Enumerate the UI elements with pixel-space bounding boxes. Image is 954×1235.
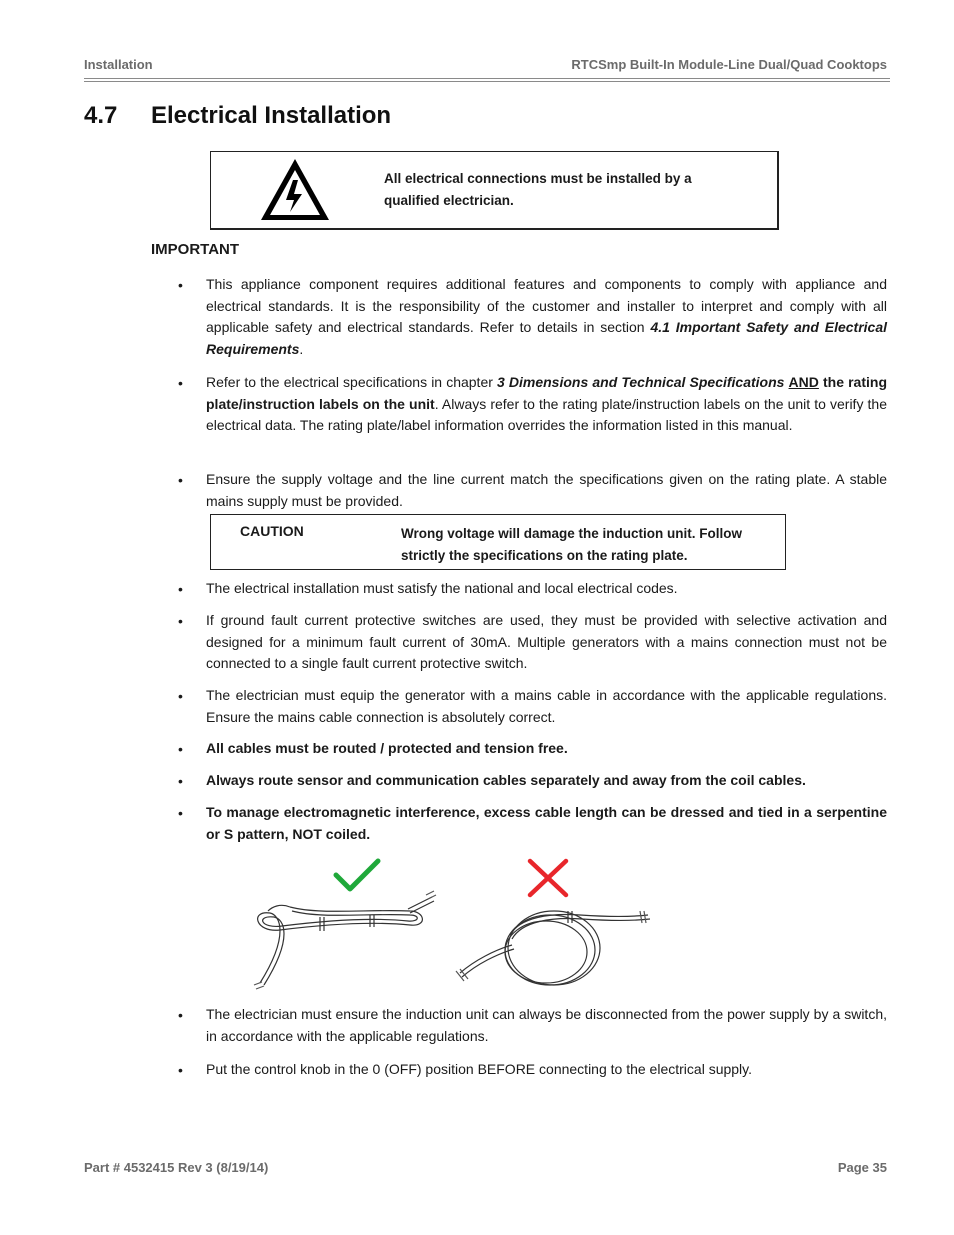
header-document-title: RTCSmp Built-In Module-Line Dual/Quad Cooktops [571, 57, 887, 72]
section-title: Electrical Installation [151, 102, 392, 129]
chapter-reference: 3 Dimensions and Technical Specifications [497, 374, 785, 390]
list-item-ground-fault: If ground fault current protective switches are used, they must be provided with selective activation and designed for a minimum fault current of 30mA. Multiple generators with a mains connection must not be connected to a single fault current protective switch. [206, 612, 887, 672]
green-check-icon [336, 861, 378, 889]
item-text: This appliance component requires additional features and components to comply with appliance and electrical standards. It is the responsibility of the customer and installer to interpret and comply with all applicable safety and electrical standards. Refer to details in section [206, 276, 887, 336]
caution-text: Wrong voltage will damage the induction unit. Follow strictly the specifications on the rating plate. [401, 526, 743, 563]
caution-label: CAUTION [240, 523, 304, 539]
coiled-cable-drawing [456, 911, 650, 985]
bullet-marker: • [178, 472, 183, 488]
warning-box [210, 151, 779, 230]
important-heading: IMPORTANT [151, 241, 240, 258]
serpentine-cable-drawing [254, 891, 436, 989]
header-rule-secondary [84, 81, 890, 82]
list-item-cable-routing: All cables must be routed / protected and tension free. [206, 740, 568, 756]
header-section: Installation [84, 57, 153, 72]
list-item-mains-cable: The electrician must equip the generator with a mains cable in accordance with the applicable regulations. Ensure the mains cable connection is absolutely correct. [206, 687, 887, 725]
footer-part-number: Part # 4532415 Rev 3 (8/19/14) [84, 1160, 269, 1175]
bullet-marker: • [178, 581, 183, 597]
list-item-emi: To manage electromagnetic interference, excess cable length can be dressed and tied in a serpentine or S pattern, NOT coiled. [206, 804, 887, 842]
list-item-codes: The electrical installation must satisfy the national and local electrical codes. [206, 580, 678, 596]
and-emphasis: AND [788, 374, 819, 390]
header-rule [84, 78, 890, 79]
cable-dressing-figure [250, 855, 660, 995]
bullet-marker: • [178, 773, 183, 789]
list-item-standards [206, 274, 887, 361]
page-title [84, 102, 391, 130]
section-reference: 4.1 Important Safety and Electrical Requirements [206, 319, 887, 358]
footer-page-number: Page 35 [837, 1160, 887, 1175]
rating-plate-emphasis: the rating plate/instruction labels on the unit [206, 374, 887, 412]
section-number: 4.7 [84, 102, 118, 129]
caution-box [210, 514, 786, 570]
red-x-icon [530, 861, 566, 895]
item-text-end: . [299, 341, 304, 358]
list-item-sensor-cables: Always route sensor and communication cables separately and away from the coil cables. [206, 772, 806, 788]
bullet-marker: • [178, 375, 183, 391]
bullet-marker: • [178, 805, 183, 821]
bullet-marker: • [178, 1007, 183, 1023]
list-item-supply-voltage: Ensure the supply voltage and the line current match the specifications given on the rating plate. A stable mains supply must be provided. [206, 471, 887, 509]
item-text-end: . Always refer to the rating plate/instruction labels on the unit to verify the electrical data. The rating plate/label information overrides the information listed in this manual. [206, 395, 887, 434]
item-text: Refer to the electrical specifications in chapter [206, 374, 497, 390]
bullet-marker: • [178, 688, 183, 704]
bullet-marker: • [178, 613, 183, 629]
high-voltage-warning-icon [259, 156, 331, 222]
list-item-control-knob: Put the control knob in the 0 (OFF) position BEFORE connecting to the electrical supply. [206, 1061, 753, 1077]
warning-text: All electrical connections must be installed by a qualified electrician. [384, 171, 692, 208]
bullet-marker: • [178, 741, 183, 757]
list-item-specifications [206, 372, 887, 437]
list-item-disconnect: The electrician must ensure the induction unit can always be disconnected from the power supply by a switch, in accordance with the applicable regulations. [206, 1006, 887, 1044]
bullet-marker: • [178, 1062, 183, 1078]
bullet-marker: • [178, 277, 183, 293]
